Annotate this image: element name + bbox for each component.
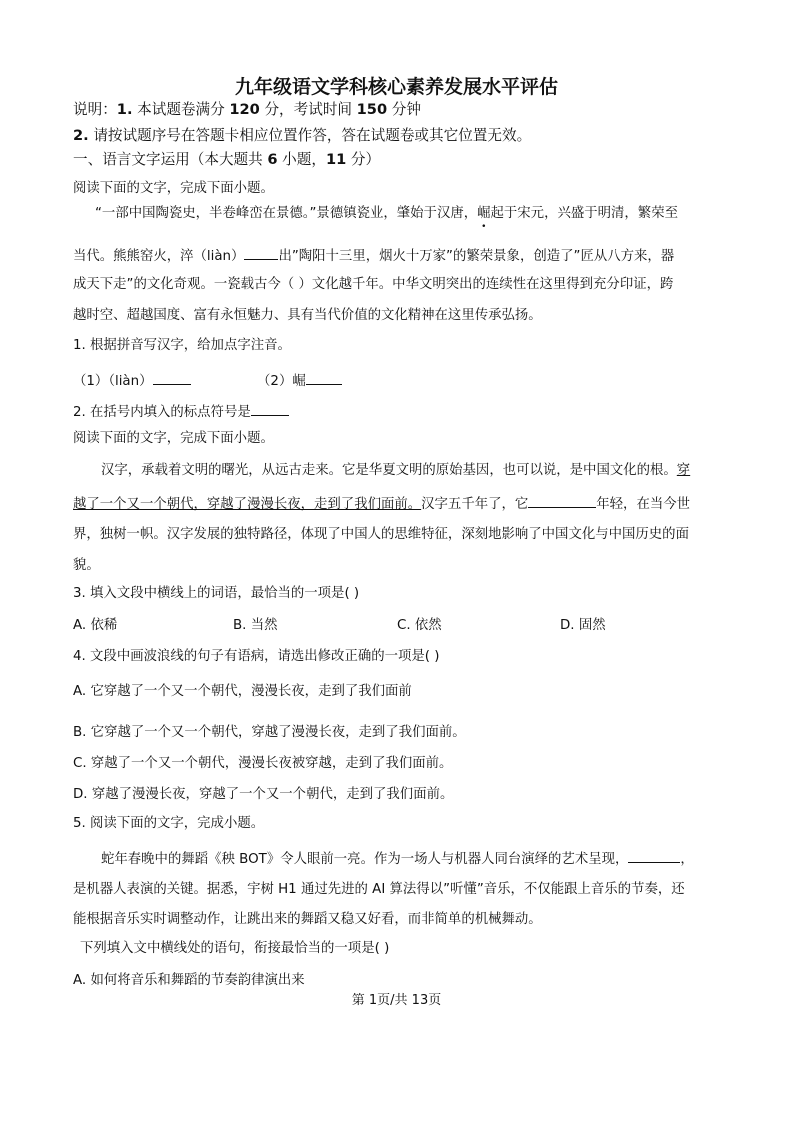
question-5-substem: 下列填入文中横线处的语句，衔接最恰当的一项是( )	[80, 941, 390, 956]
q4-option-d[interactable]: D. 穿越了漫漫长夜，穿越了一个又一个朝代，走到了我们面前。	[73, 787, 454, 802]
passage-1-line-3: 成天下走”的文化奇观。一瓷载古今（ ）文化越千年。中华文明突出的连续性在这里得到充分印证，跨	[73, 277, 674, 292]
question-1-stem: 1. 根据拼音写汉字，给加点字注音。	[73, 338, 291, 353]
question-5-stem: 5. 阅读下面的文字，完成小题。	[73, 816, 265, 831]
passage-2-line-1: 汉字，承载着文明的曙光，从远古走来。它是华夏文明的原始基因，也可以说，是中国文化的根。穿	[101, 463, 691, 478]
q4-option-b[interactable]: B. 它穿越了一个又一个朝代，穿越了漫漫长夜，走到了我们面前。	[73, 725, 466, 740]
passage-2-line-3: 界，独树一帜。汉字发展的独特路径，体现了中国人的思维特征，深刻地影响了中国文化与中国历史的面	[73, 527, 689, 542]
passage-2-line-4: 貌。	[73, 558, 100, 573]
q4-option-a[interactable]: A. 它穿越了一个又一个朝代，漫漫长夜，走到了我们面前	[73, 684, 412, 699]
q3-option-d[interactable]: D. 固然	[560, 618, 606, 633]
section-heading: 一、语言文字运用（本大题共 6 小题，11 分）	[73, 151, 381, 168]
question-1-answers: （1）（liàn） （2）崛	[73, 370, 723, 391]
q3-option-b[interactable]: B. 当然	[233, 618, 278, 633]
reading-intro-2: 阅读下面的文字，完成下面小题。	[73, 431, 274, 446]
answer-blank[interactable]	[153, 370, 191, 385]
passage-1-line-2: 当代。熊熊窑火，淬（liàn） 出”陶阳十三里，烟火十万家”的繁荣景象，创造了”匠从八方来，器	[73, 245, 723, 266]
answer-blank[interactable]	[528, 493, 596, 508]
q3-option-c[interactable]: C. 依然	[397, 618, 442, 633]
q4-option-c[interactable]: C. 穿越了一个又一个朝代，漫漫长夜被穿越，走到了我们面前。	[73, 756, 453, 771]
question-4-stem: 4. 文段中画波浪线的句子有语病，请选出修改正确的一项是( )	[73, 649, 440, 664]
note-2: 2. 请按试题序号在答题卡相应位置作答，答在试题卷或其它位置无效。	[73, 127, 532, 144]
q5-option-a[interactable]: A. 如何将音乐和舞蹈的节奏韵律演出来	[73, 973, 305, 988]
answer-blank[interactable]	[244, 245, 278, 260]
passage-2-line-2: 越了一个又一个朝代，穿越了漫漫长夜，走到了我们面前。汉字五千年了，它 年轻，在当今世	[73, 493, 723, 514]
page-title: 九年级语文学科核心素养发展水平评估	[234, 76, 558, 98]
wavy-underlined-sentence: 越了一个又一个朝代，穿越了漫漫长夜，走到了我们面前。	[73, 497, 422, 512]
q3-option-a[interactable]: A. 依稀	[73, 618, 118, 633]
answer-blank[interactable]	[306, 370, 342, 385]
page-footer: 第 1页/共 13页	[351, 993, 442, 1008]
answer-blank[interactable]	[628, 848, 680, 863]
passage-3-line-2: 是机器人表演的关键。据悉，宇树 H1 通过先进的 AI 算法得以”听懂”音乐，不仅能跟上音乐的节奏，还	[73, 882, 685, 897]
passage-3-line-3: 能根据音乐实时调整动作，让跳出来的舞蹈又稳又好看，而非简单的机械舞动。	[73, 912, 542, 927]
note-1: 说明：1. 本试题卷满分 120 分，考试时间 150 分钟	[73, 101, 421, 118]
passage-3-line-1: 蛇年春晚中的舞蹈《秧 BOT》令人眼前一亮。作为一场人与机器人同台演绎的艺术呈现， ，	[101, 848, 751, 869]
question-2-stem: 2. 在括号内填入的标点符号是	[73, 401, 723, 422]
answer-blank[interactable]	[251, 401, 289, 416]
dotted-char: 崛	[477, 206, 491, 221]
passage-1-line-1: “一部中国陶瓷史，半卷峰峦在景德。”景德镇瓷业，肇始于汉唐，崛起于宋元，兴盛于明清，繁荣至	[95, 206, 678, 221]
question-3-stem: 3. 填入文段中横线上的词语，最恰当的一项是( )	[73, 586, 360, 601]
reading-intro-1: 阅读下面的文字，完成下面小题。	[73, 181, 274, 196]
passage-1-line-4: 越时空、超越国度、富有永恒魅力、具有当代价值的文化精神在这里传承弘扬。	[73, 308, 542, 323]
